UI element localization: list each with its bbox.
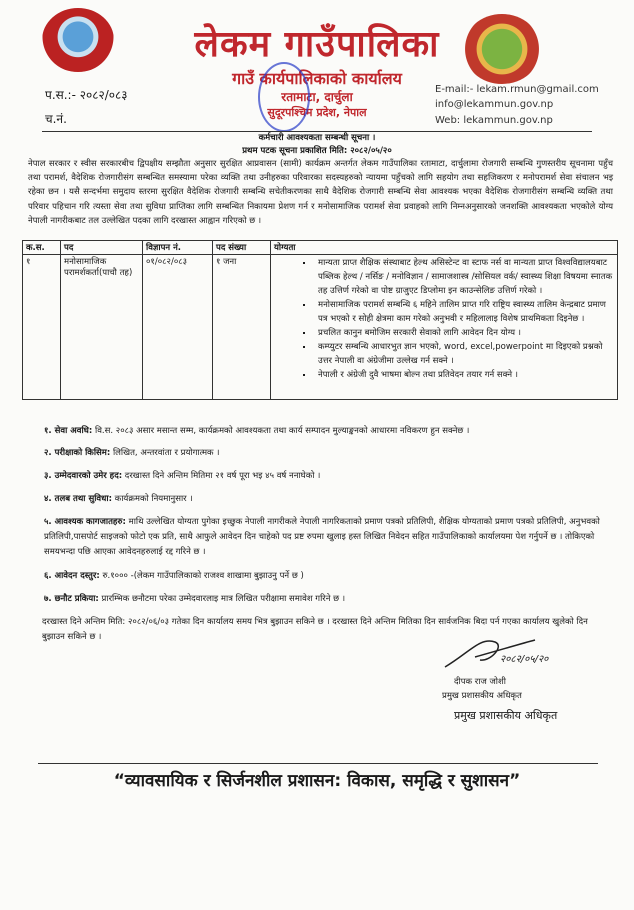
item-label: ७. छनौट प्रकिया: [44, 594, 99, 604]
publish-date: प्रथम पटक सूचना प्रकाशित मिति: २०८२/०५/२० [242, 146, 392, 156]
item-text: दरखास्त दिने अन्तिम मितिमा २१ वर्ष पूरा भइ ४५ वर्ष ननाघेको । [122, 471, 321, 481]
signatory-title: प्रमुख प्रशासकीय अधिकृत [442, 691, 522, 701]
email-2: info@lekammun.gov.np [435, 99, 554, 110]
website: Web: lekammun.gov.np [435, 115, 553, 126]
municipality-title: लेकम गाउँपालिका [194, 24, 440, 65]
item-age-limit [44, 469, 604, 484]
signature-mark [440, 632, 560, 682]
office-name: गाउँ कार्यपालिकाको कार्यालय [232, 69, 402, 88]
header-qualification: योग्यता [271, 241, 618, 255]
header-post: पद [61, 241, 143, 255]
item-text: माथि उल्लेखित योग्यता पुगेका इच्छुक नेपाली नागरीकले नेपाली नागरिकताको प्रमाण पत्रको प्रतिलिपी, शैक्षिक योग्यताको प्रमाण पत्रको प्रतिलिपी, अनुभवको प्रतिलिपी,पासपोर्ट साइजको फोटो एक प्रति, साथै आफुले आवेदन दिन चाहेको पद प्रष्ट रुपमा खुलाइ हस्त लिखित निवेदन सहित गाउँपालिकाको कार्यालयमा पेश गर्नुपर्ने छ । तोकिएको समयभन्दा पछि आएका आवेदनहरुलाई रद्द गरिने छ । [44, 517, 600, 557]
header-count: पद संख्या [213, 241, 271, 255]
qualification-item: ▪ मनोसामाजिक परामर्श सम्बन्धि ६ महिने तालिम प्राप्त गरि राष्ट्रिय स्वास्थ्य तालिम केन्द्रबाट प्रमाण पत्र भएको र सोही क्षेत्रमा काम गरेको अनुभवी र महिलालाइ विशेष प्राथमिकता दिइनेछ । [314, 298, 614, 326]
table-header-row [23, 241, 618, 255]
item-label: २. परीक्षाको किसिम: [44, 448, 111, 458]
office-province: सुदूरपश्चिम प्रदेश, नेपाल [267, 106, 367, 119]
footer-slogan: “व्यावसायिक र सिर्जनशील प्रशासन: विकास, समृद्धि र सुशासन” [113, 771, 521, 791]
item-label: ६. आवेदन दस्तुर: [44, 571, 100, 581]
qualification-item: ▪ कम्प्युटर सम्बन्धि आधारभुत ज्ञान भएको, word, excel,powerpoint मा दिइएको प्रश्नको उत्तर नेपाली वा अंग्रेजीमा उल्लेख गर्न सक्ने । [314, 340, 614, 368]
header-sn: क.स. [23, 241, 61, 255]
reference-number: प.स.:- २०८२/०८३ [45, 88, 128, 102]
item-label: १. सेवा अवधि: [44, 426, 93, 436]
intro-paragraph: नेपाल सरकार र स्वीस सरकारबीच द्विपक्षीय सम्झौता अनुसार सुरक्षित आप्रवासन (सामी) कार्यक्रम अन्तर्गत लेकम गाउँपालिका रतामाटा, दार्चुलामा रोजगारी सम्बन्धि गुणस्तरीय सूचनामा पहुँच तथा परामर्श, वैदेशिक रोजगारीसंग सम्बन्धित समस्यामा परेका व्यक्ति तथा उनीहरुका परिवारका सदस्यहरुको न्यायमा पहुँचको लागि सहयोग तथा सहजिकरण र मनोपरामर्श सेवा संचालन भइ रहेका छन । यसै सन्दर्भमा समुदाय स्तरमा सुरक्षित वैदेशिक रोजगारी सम्बन्धि सचेतीकरणका साथै वैदेशिक रोजगारी सम्बन्धि सेवा आवश्यक भएका वैदेशिक रोजगारीसंग सम्बन्धि व्यक्ति तथा परिवार पहिचान गरि त्यस्ता सेवा तथा सुविधा प्राप्तिका लागि सम्बन्धित निकायमा प्रेशण गर्न र मनोसामाजिक परामर्श सेवा प्रवाहको लागि निम्नअनुसारको जनशक्ति आवश्यकता भएकोले योग्य नेपाली नागरीकबाट तल उल्लेखित पदका लागि दरखास्त आह्वान गरिएको छ । [28, 159, 613, 226]
office-location: रतामाटा, दार्चुला [281, 90, 353, 104]
item-documents [44, 515, 604, 560]
table-row [23, 255, 618, 400]
signatory-name: दीपक राज जोशी [454, 677, 506, 687]
item-salary [44, 492, 604, 507]
item-text: वि.स. २०८३ असार मसान्त सम्म, कार्यक्रमको आवश्यकता तथा कार्य सम्पादन मुल्याङ्कनको आधारमा नविकरण हुन सक्नेछ । [92, 426, 470, 436]
item-text: लिखित, अन्तरवांता र प्रयोगात्मक । [110, 448, 220, 458]
item-fee [44, 569, 604, 584]
deadline-note: दरखास्त दिने अन्तिम मिति: २०८२/०६/०३ गतेका दिन कार्यालय समय भित्र बुझाउन सकिने छ । दरखास्त दिने अन्तिम मितिका दिन सार्वजनिक बिदा पर्न गएका कार्यालय खुलेको दिन बुझाउन सकिने छ । [42, 617, 588, 642]
office-stamp [258, 62, 310, 132]
vacancy-table [22, 240, 618, 400]
item-selection [44, 592, 604, 607]
qualification-item: ▪ प्रचलित कानुन बमोजिम सरकारी सेवाको लागि आवेदन दिन योग्य । [314, 326, 614, 340]
item-service-period [44, 424, 604, 439]
notice-heading: कर्मचारी आवश्यकता सम्बन्धी सूचना । [258, 133, 376, 143]
cell-count: १ जना [213, 255, 271, 400]
item-label: ५. आवश्यक कागजातहरु: [44, 517, 126, 527]
qualification-item: ▪ मान्यता प्राप्त शैक्षिक संस्थाबाट हेल्थ असिस्टेन्ट वा स्टाफ नर्स वा मान्यता प्राप्त विश्वविद्यालयबाट पब्लिक हेल्थ / नर्सिङ / मनोविज्ञान / सामाजशास्त्र /सोसियल वर्क/ स्वास्थ्य शिक्षा विषयमा स्नातक तह उत्तिर्ण गरेको वा पोष्ट ग्राजुएट डिप्लोमा इन काउन्सेलिङ उत्तिर्ण गरेको । [314, 256, 614, 298]
designation-seal: प्रमुख प्रशासकीय अधिकृत [454, 709, 558, 722]
item-exam-type [44, 446, 604, 461]
item-text: प्रारम्भिक छनौटमा परेका उम्मेदवारलाइ मात्र लिखित परीक्षामा समावेश गरिने छ । [98, 594, 346, 604]
signature-date: २०८२/०५/२० [500, 654, 549, 665]
cell-qualification [271, 255, 618, 400]
email-1: E-mail:- lekam.rmun@gmail.com [435, 84, 599, 95]
item-text: कार्यक्रमको नियमानुसार । [111, 494, 193, 504]
cell-post: मनोसामाजिक परामर्शकर्ता(पाचौ तह) [61, 255, 143, 400]
item-label: ४. तलब तथा सुविधा: [44, 494, 112, 504]
footer-divider [38, 763, 598, 764]
header-ad-no: विज्ञापन नं. [143, 241, 213, 255]
dispatch-number: च.नं. [45, 112, 67, 126]
qualification-item: ▪ नेपाली र अंग्रेजी दुवै भाषमा बोल्न तथा प्रतिवेदन तयार गर्न सक्ने । [314, 368, 614, 382]
item-text: रु.१००० -(लेकम गाउँपालिकाको राजश्व शाखामा बुझाउनु पर्ने छ ) [99, 571, 304, 581]
cell-sn: १ [23, 255, 61, 400]
cell-ad-no: ०१/०८२/०८३ [143, 255, 213, 400]
item-label: ३. उम्मेदवारको उमेर हद: [44, 471, 123, 481]
